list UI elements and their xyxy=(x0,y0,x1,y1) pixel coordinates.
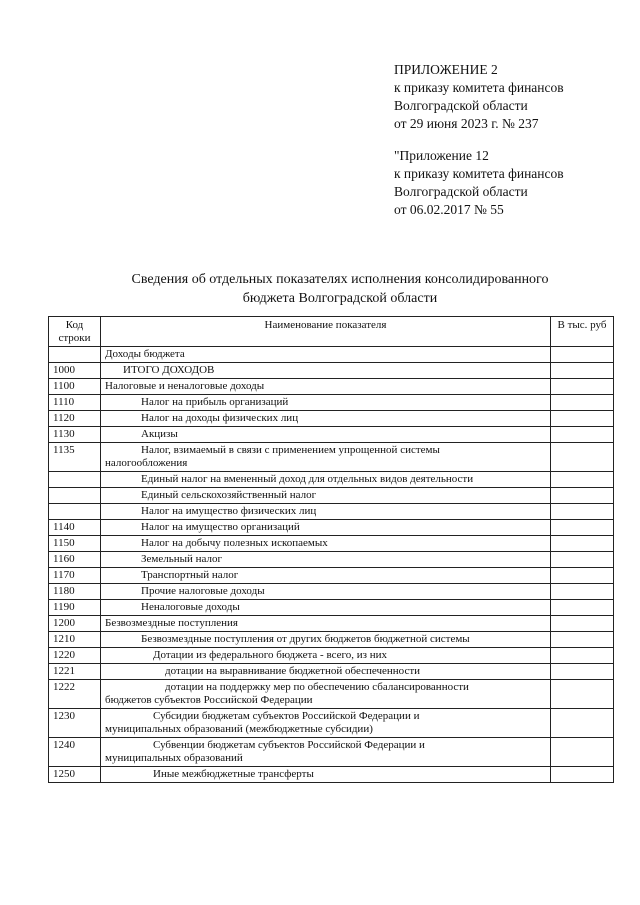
row-name-line: Субсидии бюджетам субъектов Российской Федерации и xyxy=(153,710,420,722)
row-code xyxy=(49,347,101,363)
row-code: 1230 xyxy=(49,709,101,738)
original-header-line: "Приложение 12 xyxy=(394,148,489,163)
table-row xyxy=(49,472,614,488)
row-code: 1222 xyxy=(49,680,101,709)
table-row xyxy=(49,395,614,411)
row-name: Налог на добычу полезных ископаемых xyxy=(101,536,551,552)
table-row xyxy=(49,443,614,472)
row-value xyxy=(551,520,614,536)
row-code: 1160 xyxy=(49,552,101,568)
row-name-continuation: налогообложения xyxy=(105,457,188,469)
document-title-line2: бюджета Волгоградской области xyxy=(242,291,438,306)
row-code: 1250 xyxy=(49,767,101,783)
row-code: 1130 xyxy=(49,427,101,443)
row-value xyxy=(551,584,614,600)
row-value xyxy=(551,488,614,504)
row-name: ИТОГО ДОХОДОВ xyxy=(101,363,551,379)
row-name: Доходы бюджета xyxy=(101,347,551,363)
document-title-line1: Сведения об отдельных показателях исполнения консолидированного xyxy=(131,272,549,287)
row-name: Транспортный налог xyxy=(101,568,551,584)
table-row xyxy=(49,379,614,395)
row-code: 1150 xyxy=(49,536,101,552)
table-row xyxy=(49,520,614,536)
row-value xyxy=(551,709,614,738)
original-header-line: от 06.02.2017 № 55 xyxy=(394,202,504,217)
row-code: 1170 xyxy=(49,568,101,584)
table-row xyxy=(49,632,614,648)
row-value xyxy=(551,632,614,648)
row-name: Налог на имущество физических лиц xyxy=(101,504,551,520)
row-code xyxy=(49,488,101,504)
row-code xyxy=(49,472,101,488)
row-name: Налог на имущество организаций xyxy=(101,520,551,536)
row-value xyxy=(551,664,614,680)
row-name-line: Налог, взимаемый в связи с применением упрощенной системы xyxy=(141,444,440,456)
table-row xyxy=(49,709,614,738)
row-code: 1220 xyxy=(49,648,101,664)
header-value: В тыс. руб xyxy=(551,317,614,347)
row-name: Налоговые и неналоговые доходы xyxy=(101,379,551,395)
row-code: 1210 xyxy=(49,632,101,648)
original-header-line: к приказу комитета финансов xyxy=(394,166,564,181)
row-name-continuation: муниципальных образований xyxy=(105,752,243,764)
row-value xyxy=(551,379,614,395)
original-appendix-header xyxy=(394,147,564,219)
appendix-header xyxy=(394,61,564,133)
row-name-line: Субвенции бюджетам субъектов Российской Федерации и xyxy=(153,739,425,751)
row-name: Единый налог на вмененный доход для отдельных видов деятельности xyxy=(101,472,551,488)
table-row xyxy=(49,536,614,552)
row-value xyxy=(551,504,614,520)
row-name: Безвозмездные поступления от других бюджетов бюджетной системы xyxy=(101,632,551,648)
row-name-continuation: муниципальных образований (межбюджетные субсидии) xyxy=(105,723,373,735)
table-row xyxy=(49,616,614,632)
row-value xyxy=(551,411,614,427)
document-title xyxy=(40,270,640,308)
table-row xyxy=(49,664,614,680)
row-code: 1120 xyxy=(49,411,101,427)
table-row xyxy=(49,680,614,709)
row-name: Единый сельскохозяйственный налог xyxy=(101,488,551,504)
table-row xyxy=(49,347,614,363)
row-code: 1221 xyxy=(49,664,101,680)
table-row xyxy=(49,584,614,600)
table-row xyxy=(49,488,614,504)
row-value xyxy=(551,427,614,443)
row-name: Иные межбюджетные трансферты xyxy=(101,767,551,783)
row-value xyxy=(551,648,614,664)
table-row xyxy=(49,504,614,520)
table-header-row xyxy=(49,317,614,347)
appendix-header-line: от 29 июня 2023 г. № 237 xyxy=(394,116,539,131)
table-row xyxy=(49,648,614,664)
table-row xyxy=(49,363,614,379)
table-row xyxy=(49,552,614,568)
header-code: Код строки xyxy=(49,317,101,347)
row-code: 1135 xyxy=(49,443,101,472)
row-value xyxy=(551,395,614,411)
row-value xyxy=(551,552,614,568)
row-code: 1100 xyxy=(49,379,101,395)
row-name xyxy=(101,443,551,472)
table-row xyxy=(49,600,614,616)
table-row xyxy=(49,411,614,427)
appendix-header-line: ПРИЛОЖЕНИЕ 2 xyxy=(394,62,498,77)
row-value xyxy=(551,347,614,363)
header-name: Наименование показателя xyxy=(101,317,551,347)
row-value xyxy=(551,738,614,767)
row-name: Прочие налоговые доходы xyxy=(101,584,551,600)
row-name: дотации на выравнивание бюджетной обеспеченности xyxy=(101,664,551,680)
row-name: Налог на доходы физических лиц xyxy=(101,411,551,427)
table-row xyxy=(49,568,614,584)
row-code: 1110 xyxy=(49,395,101,411)
appendix-header-line: к приказу комитета финансов xyxy=(394,80,564,95)
original-header-line: Волгоградской области xyxy=(394,184,528,199)
row-name: Земельный налог xyxy=(101,552,551,568)
row-name: Дотации из федерального бюджета - всего, из них xyxy=(101,648,551,664)
row-value xyxy=(551,600,614,616)
row-name-continuation: бюджетов субъектов Российской Федерации xyxy=(105,694,313,706)
row-value xyxy=(551,472,614,488)
row-name: Безвозмездные поступления xyxy=(101,616,551,632)
row-name xyxy=(101,680,551,709)
row-name: Налог на прибыль организаций xyxy=(101,395,551,411)
row-name xyxy=(101,709,551,738)
row-code: 1000 xyxy=(49,363,101,379)
row-value xyxy=(551,536,614,552)
table-row xyxy=(49,767,614,783)
row-name: Неналоговые доходы xyxy=(101,600,551,616)
row-code: 1190 xyxy=(49,600,101,616)
appendix-header-line: Волгоградской области xyxy=(394,98,528,113)
row-code: 1200 xyxy=(49,616,101,632)
row-value xyxy=(551,767,614,783)
row-value xyxy=(551,363,614,379)
row-code: 1180 xyxy=(49,584,101,600)
row-value xyxy=(551,616,614,632)
row-name-line: дотации на поддержку мер по обеспечению сбалансированности xyxy=(165,681,469,693)
row-name xyxy=(101,738,551,767)
row-name: Акцизы xyxy=(101,427,551,443)
row-code xyxy=(49,504,101,520)
table-row xyxy=(49,738,614,767)
row-value xyxy=(551,443,614,472)
table-row xyxy=(49,427,614,443)
row-value xyxy=(551,568,614,584)
table-body xyxy=(49,347,614,783)
row-value xyxy=(551,680,614,709)
budget-indicators-table xyxy=(48,316,614,783)
row-code: 1140 xyxy=(49,520,101,536)
row-code: 1240 xyxy=(49,738,101,767)
